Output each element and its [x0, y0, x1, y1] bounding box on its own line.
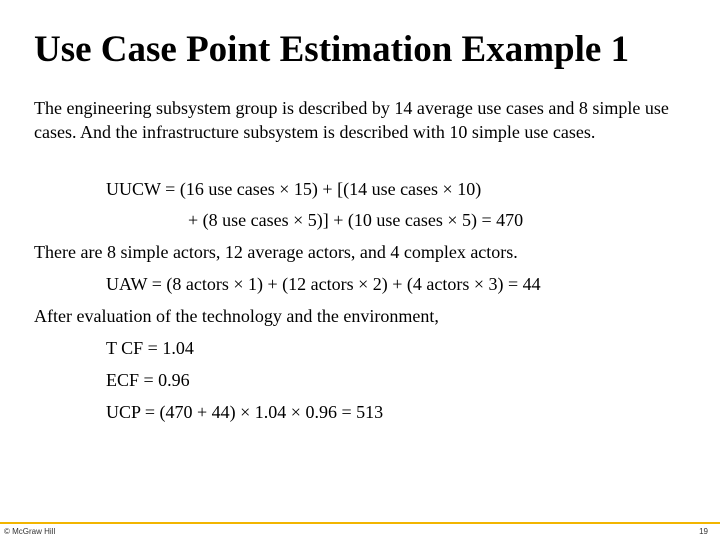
uaw-formula: UAW = (8 actors × 1) + (12 actors × 2) + (4 actors × 3) = 44 — [106, 274, 541, 294]
copyright-notice: © McGraw Hill — [4, 527, 56, 536]
tcf-value: T CF = 1.04 — [106, 338, 194, 358]
slide-title: Use Case Point Estimation Example 1 — [34, 29, 630, 70]
uucw-formula-line-2: + (8 use cases × 5)] + (10 use cases × 5) = 470 — [188, 210, 524, 230]
ucp-formula: UCP = (470 + 44) × 1.04 × 0.96 = 513 — [106, 402, 384, 422]
page-number: 19 — [699, 527, 708, 536]
evaluation-statement: After evaluation of the technology and the environment, — [34, 306, 439, 326]
actors-statement: There are 8 simple actors, 12 average actors, and 4 complex actors. — [34, 242, 518, 262]
ecf-value: ECF = 0.96 — [106, 370, 190, 390]
footer-accent-bar — [0, 522, 720, 524]
uucw-formula-line-1: UUCW = (16 use cases × 15) + [(14 use cases × 10) — [106, 179, 482, 199]
intro-paragraph: The engineering subsystem group is described by 14 average use cases and 8 simple use cases. And the infrastructure subsystem is described with 10 simple use cases. — [34, 98, 669, 142]
